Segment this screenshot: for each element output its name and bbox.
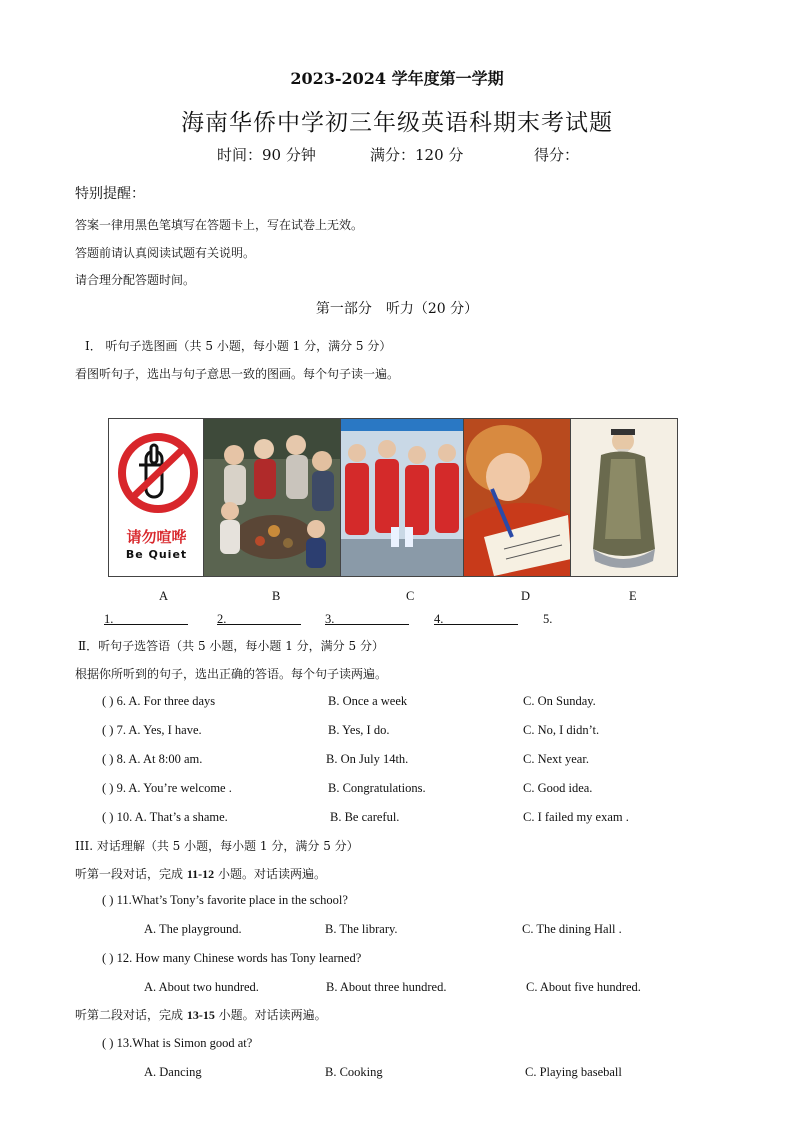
exam-title: 海南华侨中学初三年级英语科期末考试题	[181, 110, 613, 136]
q7-option-c: C. No, I didn’t.	[523, 723, 600, 737]
q7-option-b: B. Yes, I do.	[328, 723, 390, 737]
blank-2[interactable]	[217, 612, 301, 625]
dialog2-post: 小题。对话读两遍。	[214, 1008, 327, 1022]
q11-option-b: B. The library.	[325, 922, 398, 936]
q12-option-a: A. About two hundred.	[144, 980, 259, 994]
q8-option-c: C. Next year.	[523, 752, 589, 766]
q10-option-b: B. Be careful.	[330, 810, 400, 824]
letter-e: E	[629, 589, 637, 603]
reminder-line-1: 答案一律用黑色笔填写在答题卡上，写在试卷上无效。	[75, 218, 364, 232]
letter-d: D	[521, 589, 531, 603]
q6-option-c: C. On Sunday.	[523, 694, 596, 708]
dialog2-pre: 听第二段对话，完成	[75, 1008, 187, 1022]
q11-option-a: A. The playground.	[144, 922, 242, 936]
picture-b	[204, 419, 341, 576]
letter-b: B	[272, 589, 281, 603]
q10-option-c: C. I failed my exam .	[523, 810, 629, 824]
blank-5-label: 5.	[543, 612, 553, 626]
q12-option-b: B. About three hundred.	[326, 980, 447, 994]
q6-stem: ( ) 6. A. For three days	[102, 694, 216, 708]
q8-option-b: B. On July 14th.	[326, 752, 409, 766]
q9-option-b: B. Congratulations.	[328, 781, 426, 795]
dialog1-range: 11-12	[186, 867, 215, 881]
dialog1-pre: 听第一段对话，完成	[75, 867, 187, 881]
year-line: 2023-2024 学年度第一学期	[290, 69, 504, 88]
q11-stem: ( ) 11.What’s Tony’s favorite place in the school?	[102, 893, 348, 907]
q9-option-c: C. Good idea.	[523, 781, 593, 795]
time-label: 时间：90 分钟	[217, 146, 316, 164]
picture-c	[341, 419, 464, 576]
score-label: 满分：120 分	[370, 146, 464, 164]
dialog2-instruction	[75, 1006, 327, 1023]
q13-option-c: C. Playing baseball	[525, 1065, 622, 1079]
dialog2-range: 13-15	[186, 1008, 215, 1022]
letter-c: C	[406, 589, 415, 603]
blank-3-label: 3.	[325, 612, 335, 626]
q6-option-b: B. Once a week	[328, 694, 408, 708]
q11-option-c: C. The dining Hall .	[522, 922, 622, 936]
reminder-line-3: 请合理分配答题时间。	[75, 273, 196, 287]
blank-2-label: 2.	[217, 612, 227, 626]
sec3-heading: III. 对话理解（共 5 小题，每小题 1 分，满分 5 分）	[75, 839, 359, 853]
part1-title: 第一部分 听力（20 分）	[315, 301, 479, 317]
sec1-instruction: 看图听句子，选出与句子意思一致的图画。每个句子读一遍。	[75, 367, 400, 381]
q8-stem: ( ) 8. A. At 8:00 am.	[102, 752, 203, 766]
sec1-heading: Ⅰ． 听句子选图画（共 5 小题，每小题 1 分，满分 5 分）	[85, 339, 392, 353]
picture-d	[464, 419, 571, 576]
picture-a	[109, 419, 204, 576]
picture-e	[571, 419, 677, 576]
sec2-heading: Ⅱ．听句子选答语（共 5 小题，每小题 1 分，满分 5 分）	[78, 639, 384, 653]
blank-3[interactable]	[325, 612, 409, 625]
q10-stem: ( ) 10. A. That’s a shame.	[102, 810, 228, 824]
blank-1[interactable]	[104, 612, 188, 625]
letter-a: A	[159, 589, 169, 603]
reminder-line-2: 答题前请认真阅读试题有关说明。	[75, 246, 256, 260]
ancient-scholar-icon	[571, 419, 677, 576]
sec2-instruction: 根据你所听到的句子，选出正确的答语。每个句子读两遍。	[75, 667, 388, 681]
sign-english-text: Be Quiet	[125, 548, 188, 561]
q12-option-c: C. About five hundred.	[526, 980, 641, 994]
q7-stem: ( ) 7. A. Yes, I have.	[102, 723, 202, 737]
got-label: 得分：	[534, 146, 580, 164]
picture-strip	[108, 418, 678, 577]
volunteers-photo-icon	[341, 419, 464, 576]
child-writing-photo-icon	[464, 419, 571, 576]
q9-stem: ( ) 9. A. You’re welcome .	[102, 781, 232, 795]
blank-4-label: 4.	[434, 612, 444, 626]
blank-4[interactable]	[434, 612, 518, 625]
q13-stem: ( ) 13.What is Simon good at?	[102, 1036, 253, 1050]
blank-1-label: 1.	[104, 612, 114, 626]
q13-option-a: A. Dancing	[144, 1065, 202, 1079]
family-photo-icon	[204, 419, 341, 576]
reminder-heading: 特别提醒：	[75, 186, 145, 202]
dialog1-post: 小题。对话读两遍。	[214, 867, 326, 881]
q13-option-b: B. Cooking	[325, 1065, 383, 1079]
dialog1-instruction	[75, 865, 326, 882]
sign-chinese-text: 请勿喧哗	[126, 528, 187, 546]
q12-stem: ( ) 12. How many Chinese words has Tony learned?	[102, 951, 362, 965]
